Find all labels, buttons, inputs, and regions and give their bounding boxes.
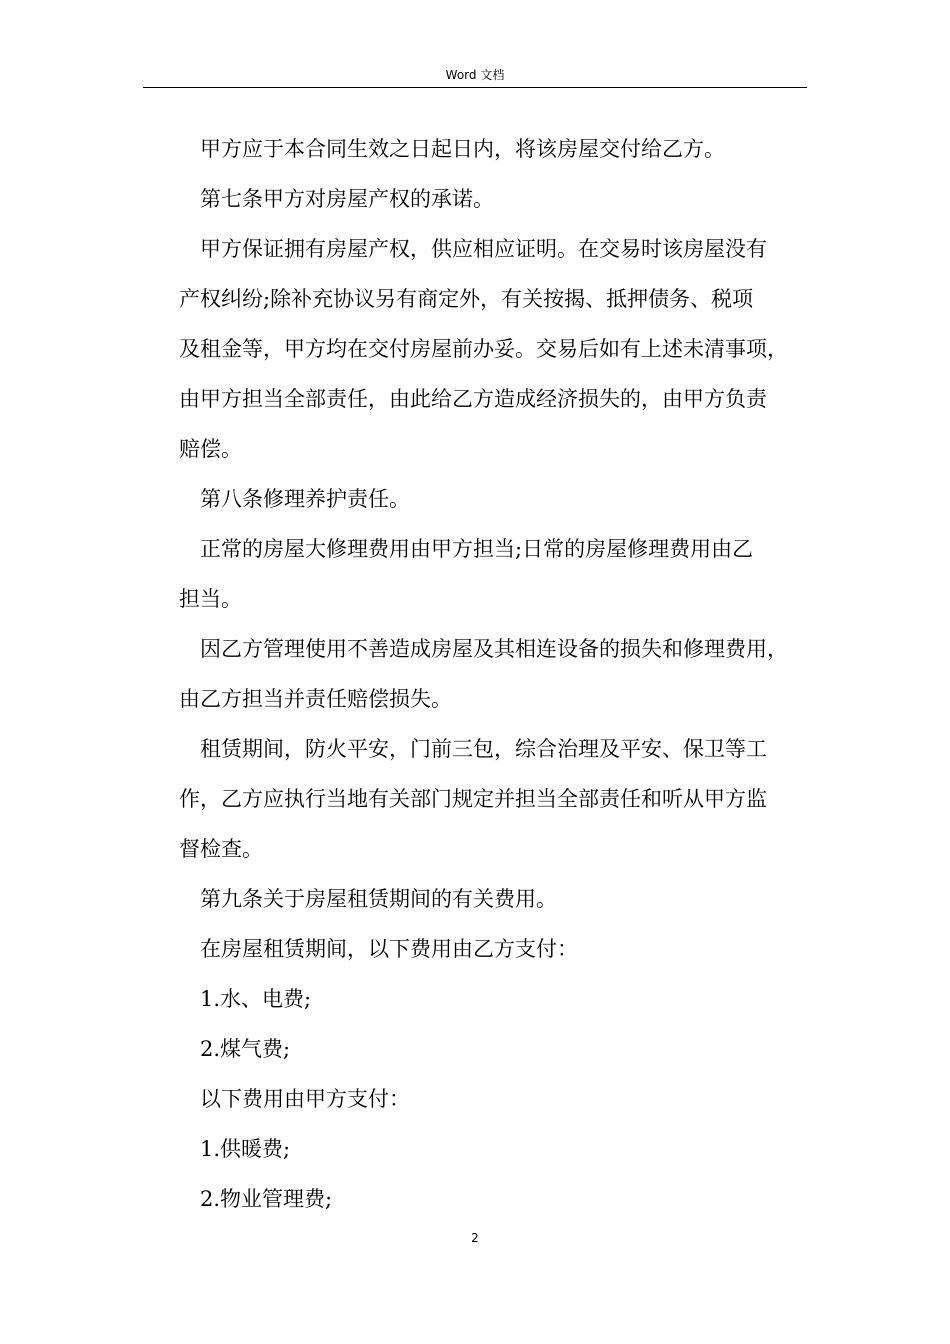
text-line: 第七条甲方对房屋产权的承诺。 (200, 187, 494, 211)
text-line: 因乙方管理使用不善造成房屋及其相连设备的损失和修理费用， (200, 637, 788, 661)
text-line: 第九条关于房屋租赁期间的有关费用。 (200, 887, 557, 911)
header-title: Word 文档 (445, 68, 505, 82)
text-line: 第八条修理养护责任。 (200, 487, 410, 511)
text-line: 由乙方担当并责任赔偿损失。 (179, 687, 452, 711)
text-line: 以下费用由甲方支付： (200, 1087, 410, 1111)
page-number: 2 (471, 1231, 479, 1245)
text-line: 2.煤气费; (200, 1037, 291, 1061)
text-line: 租赁期间，防火平安，门前三包，综合治理及平安、保卫等工 (200, 737, 767, 761)
text-line: 在房屋租赁期间，以下费用由乙方支付： (200, 937, 578, 961)
text-line: 赔偿。 (179, 437, 242, 461)
text-line: 甲方保证拥有房屋产权，供应相应证明。在交易时该房屋没有 (200, 237, 767, 261)
text-line: 1.水、电费; (200, 987, 312, 1011)
text-line: 督检查。 (179, 837, 263, 861)
text-line: 1.供暖费; (200, 1137, 291, 1161)
text-line: 由甲方担当全部责任，由此给乙方造成经济损失的，由甲方负责 (179, 387, 767, 411)
text-line: 作，乙方应执行当地有关部门规定并担当全部责任和听从甲方监 (179, 787, 767, 811)
text-line: 产权纠纷;除补充协议另有商定外，有关按揭、抵押债务、税项 (179, 287, 754, 311)
text-line: 2.物业管理费; (200, 1187, 333, 1211)
header-divider (143, 87, 807, 88)
text-line: 担当。 (179, 587, 242, 611)
text-line: 甲方应于本合同生效之日起日内，将该房屋交付给乙方。 (200, 137, 725, 161)
text-line: 正常的房屋大修理费用由甲方担当;日常的房屋修理费用由乙 (200, 537, 754, 561)
text-line: 及租金等，甲方均在交付房屋前办妥。交易后如有上述未清事项， (179, 337, 788, 361)
